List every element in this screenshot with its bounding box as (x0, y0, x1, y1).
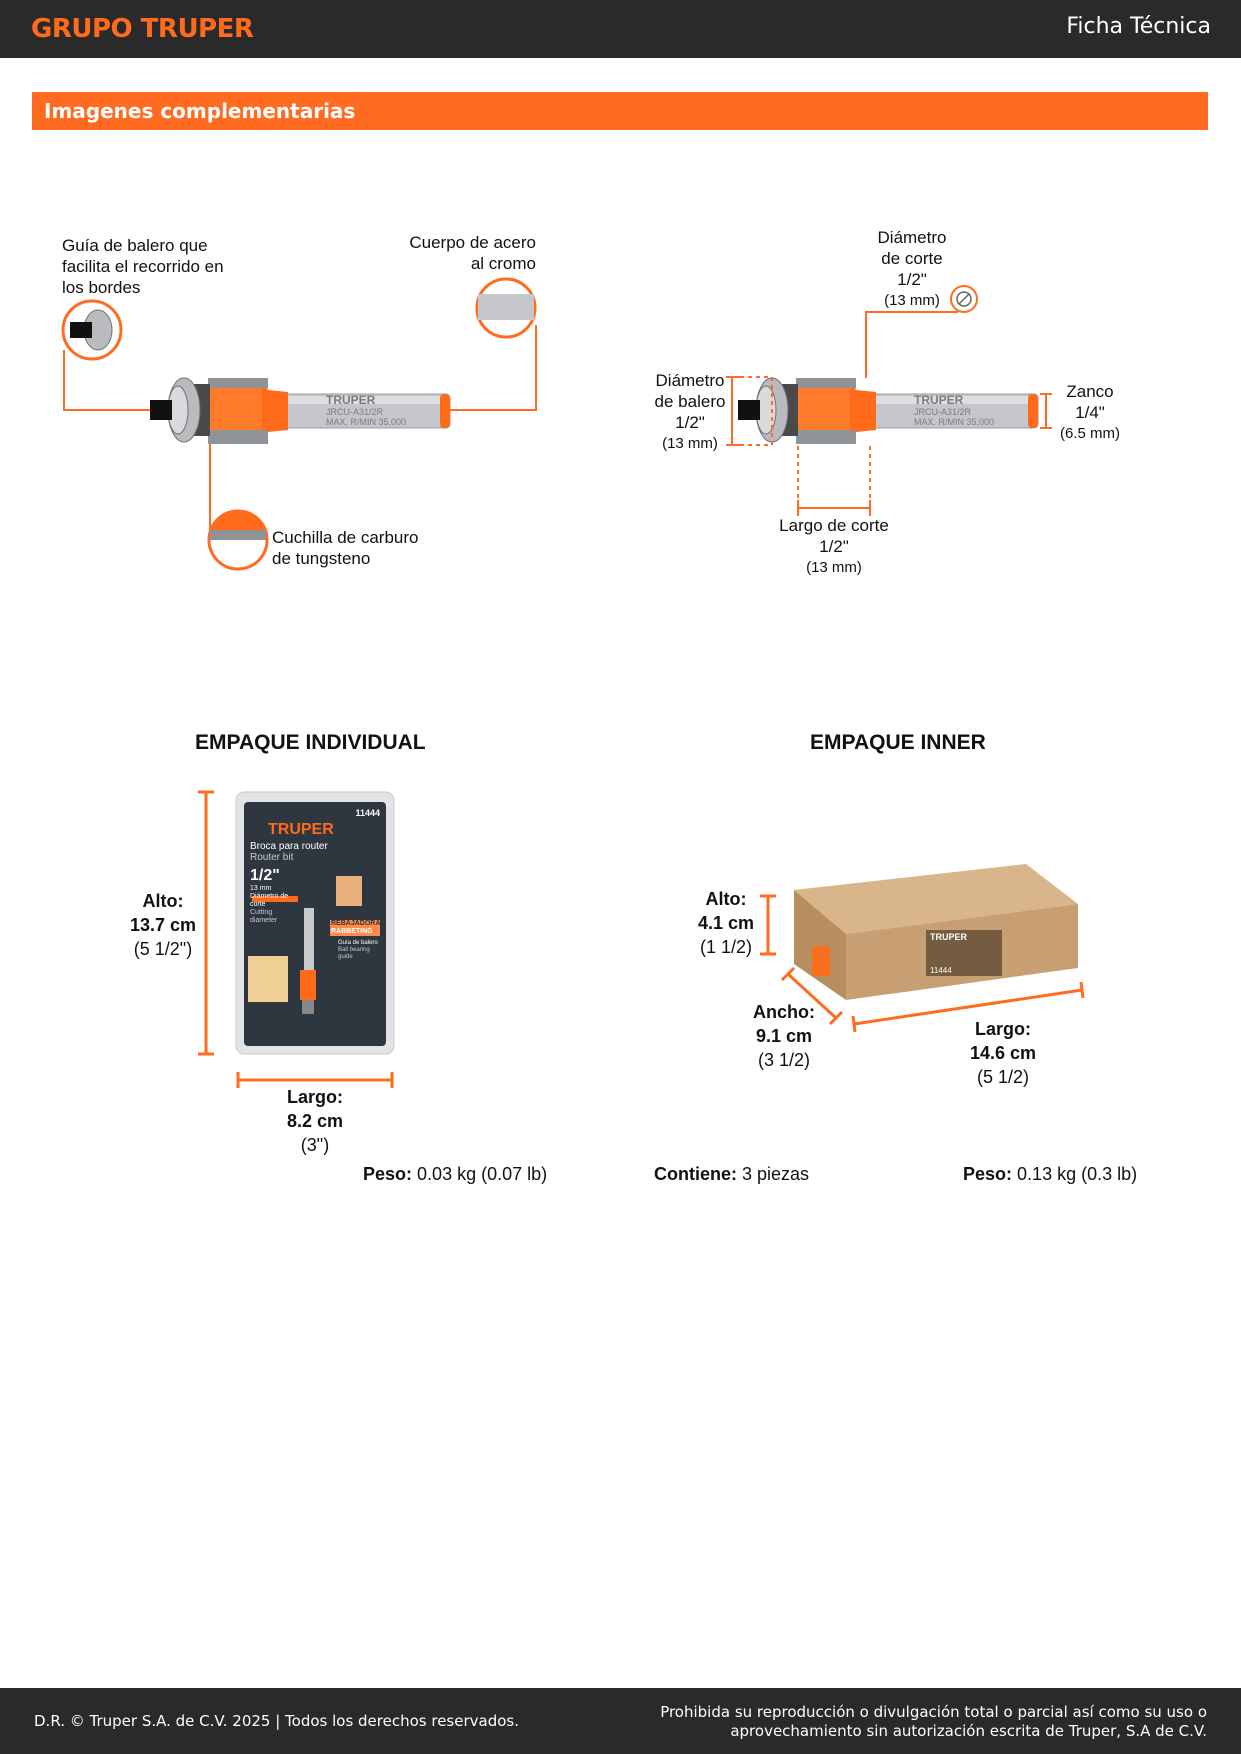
router-bit-left (63, 279, 536, 569)
inner-contains: Contiene: 3 piezas (654, 1164, 810, 1184)
inner-length-label: Largo: 14.6 cm (5 1/2) (969, 1019, 1037, 1087)
box-label: TRUPER (930, 932, 968, 942)
individual-height-label: Alto: 13.7 cm (5 1/2") (129, 891, 197, 959)
section-title: Imagenes complementarias (44, 99, 356, 123)
copyright-text: D.R. © Truper S.A. de C.V. 2025 | Todos los derechos reservados. (34, 1712, 519, 1730)
package-card-type: REBAJADORA RABBETING (331, 920, 381, 935)
cut-diameter-label: Diámetro de corte 1/2" (13 mm) (877, 228, 947, 309)
inner-width-label: Ancho: 9.1 cm (3 1/2) (753, 1002, 815, 1070)
individual-package-title: EMPAQUE INDIVIDUAL (195, 731, 426, 754)
inner-weight: Peso: 0.13 kg (0.3 lb) (963, 1164, 1138, 1184)
bearing-guide-label: Guía de balero que facilita el recorrido en los bordes (62, 236, 224, 297)
legal-notice: Prohibida su reproducción o divulgación total o parcial así como su uso o aprovechamiento sin autorización escrita de Truper, S.A de C.V. (660, 1703, 1207, 1740)
shank-engraving-left: TRUPER JRCU-A31/2R MAX. R/MIN 35,000 (326, 393, 407, 427)
inner-package-title: EMPAQUE INNER (810, 731, 986, 754)
package-card-guide: Guía de balero Ball bearing guide (338, 940, 378, 960)
bearing-diameter-label: Diámetro de balero 1/2" (13 mm) (654, 371, 726, 452)
individual-weight: Peso: 0.03 kg (0.07 lb) (363, 1164, 548, 1184)
shank-engraving-right: TRUPER JRCU-A31/2R MAX. R/MIN 35,000 (914, 393, 995, 427)
box-code: 11444 (930, 966, 952, 975)
body-label: Cuerpo de acero al cromo (409, 233, 536, 273)
inner-height-label: Alto: 4.1 cm (1 1/2) (697, 889, 755, 957)
individual-length-label: Largo: 8.2 cm (3") (286, 1087, 344, 1155)
package-card-text: 11444 TRUPER Broca para router Router bit 1/2" 13 mm Diámetro de corte Cutting diameter (250, 808, 380, 924)
page-footer (0, 1688, 1241, 1754)
router-bit-right (726, 286, 1052, 516)
cut-length-label: Largo de corte 1/2" (13 mm) (779, 516, 889, 576)
brand-logo: GRUPO TRUPER (31, 14, 254, 44)
blade-label: Cuchilla de carburo de tungsteno (272, 528, 419, 568)
shank-label: Zanco 1/4" (6.5 mm) (1060, 382, 1120, 442)
document-type: Ficha Técnica (1066, 14, 1211, 39)
